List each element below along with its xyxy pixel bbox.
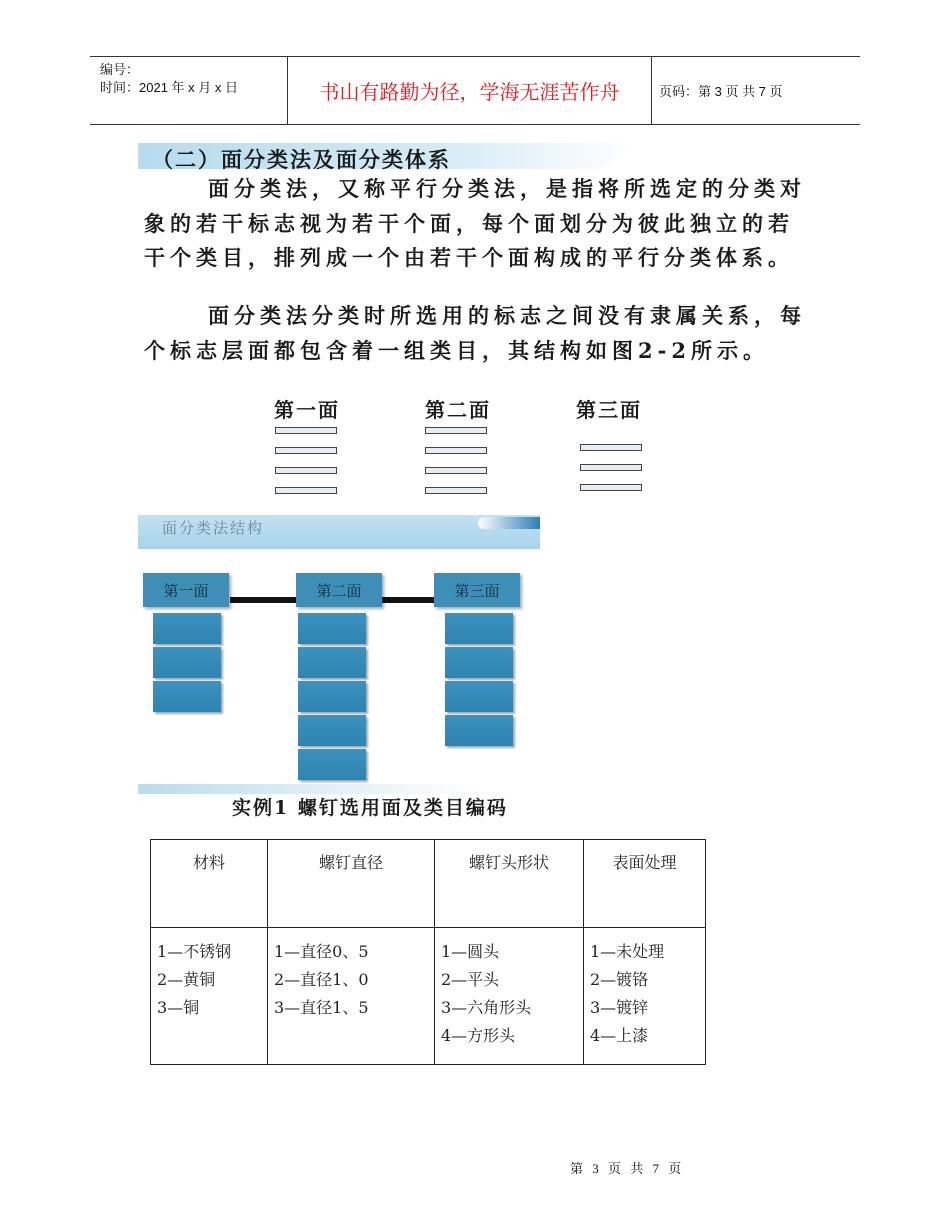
list-item: 2—黄铜 bbox=[157, 970, 216, 989]
category-cell bbox=[445, 681, 513, 712]
facet-item-bar bbox=[425, 447, 487, 454]
list-item: 1—圆头 bbox=[441, 942, 500, 961]
list-item: 2—镀铬 bbox=[590, 970, 649, 989]
example-title: 实例1 螺钉选用面及类目编码 bbox=[232, 797, 508, 819]
table-cell bbox=[268, 928, 435, 1065]
facet-box: 第三面 bbox=[434, 573, 520, 607]
facet-item-bar bbox=[425, 427, 487, 434]
slide-title: 面分类法结构 bbox=[162, 519, 265, 537]
header-motto: 书山有路勤为径，学海无涯苦作舟 bbox=[319, 80, 620, 104]
facet-item-bar bbox=[275, 487, 337, 494]
category-cell bbox=[298, 681, 366, 712]
facet-item-bar bbox=[425, 467, 487, 474]
list-item: 3—镀锌 bbox=[590, 998, 649, 1017]
category-cell bbox=[153, 647, 221, 678]
facet-item-bar bbox=[275, 467, 337, 474]
facet-item-bar bbox=[275, 427, 337, 434]
category-cell bbox=[153, 613, 221, 644]
list-item: 3—直径1、5 bbox=[274, 998, 369, 1017]
list-item: 2—平头 bbox=[441, 970, 500, 989]
slide-decoration bbox=[478, 517, 540, 529]
facet-label: 第一面 bbox=[274, 398, 340, 422]
section-title: （二）面分类法及面分类体系 bbox=[152, 147, 451, 172]
table-header-cell: 螺钉头形状 bbox=[435, 840, 584, 928]
header-meta bbox=[100, 61, 286, 97]
category-cell bbox=[153, 681, 221, 712]
facet-item-bar bbox=[275, 447, 337, 454]
header-page-label: 页码：第 3 页 共 7 页 bbox=[659, 84, 783, 99]
paragraph-definition bbox=[144, 172, 814, 276]
facet-classification-slide bbox=[138, 140, 818, 495]
facet-box: 第一面 bbox=[143, 573, 229, 607]
paragraph-structure bbox=[144, 299, 814, 368]
list-item: 2—直径1、0 bbox=[274, 970, 369, 989]
facet-label: 第三面 bbox=[576, 398, 642, 422]
list-item: 1—未处理 bbox=[590, 942, 665, 961]
table-row bbox=[151, 928, 706, 1065]
category-cell bbox=[445, 647, 513, 678]
list-item: 1—直径0、5 bbox=[274, 942, 369, 961]
category-cell bbox=[298, 613, 366, 644]
page-footer: 第 3 页 共 7 页 bbox=[570, 1161, 685, 1176]
header-divider bbox=[651, 57, 652, 124]
category-cell bbox=[298, 749, 366, 780]
table-header-row bbox=[151, 840, 706, 928]
screw-coding-table bbox=[150, 839, 706, 1065]
list-item: 4—上漆 bbox=[590, 1026, 649, 1045]
facet-label: 第二面 bbox=[425, 398, 491, 422]
paragraph-text: 面分类法，又称平行分类法，是指将所选定的分类对象的若干标志视为若干个面，每个面划分为彼此独立的若干个类目，排列成一个由若干个面构成的平行分类体系。 bbox=[144, 176, 806, 270]
table-header-cell: 材料 bbox=[151, 840, 268, 928]
list-item: 4—方形头 bbox=[441, 1026, 516, 1045]
category-cell bbox=[445, 715, 513, 746]
table-header-cell: 螺钉直径 bbox=[268, 840, 435, 928]
table-cell bbox=[151, 928, 268, 1065]
page-header bbox=[90, 56, 860, 125]
facet-item-bar bbox=[580, 464, 642, 471]
category-cell bbox=[298, 647, 366, 678]
facet-item-bar bbox=[580, 484, 642, 491]
facet-item-bar bbox=[580, 444, 642, 451]
table-cell bbox=[584, 928, 706, 1065]
time-label: 时间：2021 年 x 月 x 日 bbox=[100, 80, 238, 95]
facet-structure-slide bbox=[138, 515, 540, 785]
category-cell bbox=[298, 715, 366, 746]
list-item: 3—六角形头 bbox=[441, 998, 532, 1017]
list-item: 1—不锈钢 bbox=[157, 942, 232, 961]
facet-item-bar bbox=[425, 487, 487, 494]
table-header-cell: 表面处理 bbox=[584, 840, 706, 928]
facet-connector bbox=[230, 597, 300, 603]
number-label: 编号： bbox=[100, 62, 140, 77]
paragraph-text: 面分类法分类时所选用的标志之间没有隶属关系，每个标志层面都包含着一组类目，其结构如图2-2所示。 bbox=[144, 303, 806, 363]
table-cell bbox=[435, 928, 584, 1065]
facet-box: 第二面 bbox=[296, 573, 382, 607]
list-item: 3—铜 bbox=[157, 998, 200, 1017]
category-cell bbox=[445, 613, 513, 644]
